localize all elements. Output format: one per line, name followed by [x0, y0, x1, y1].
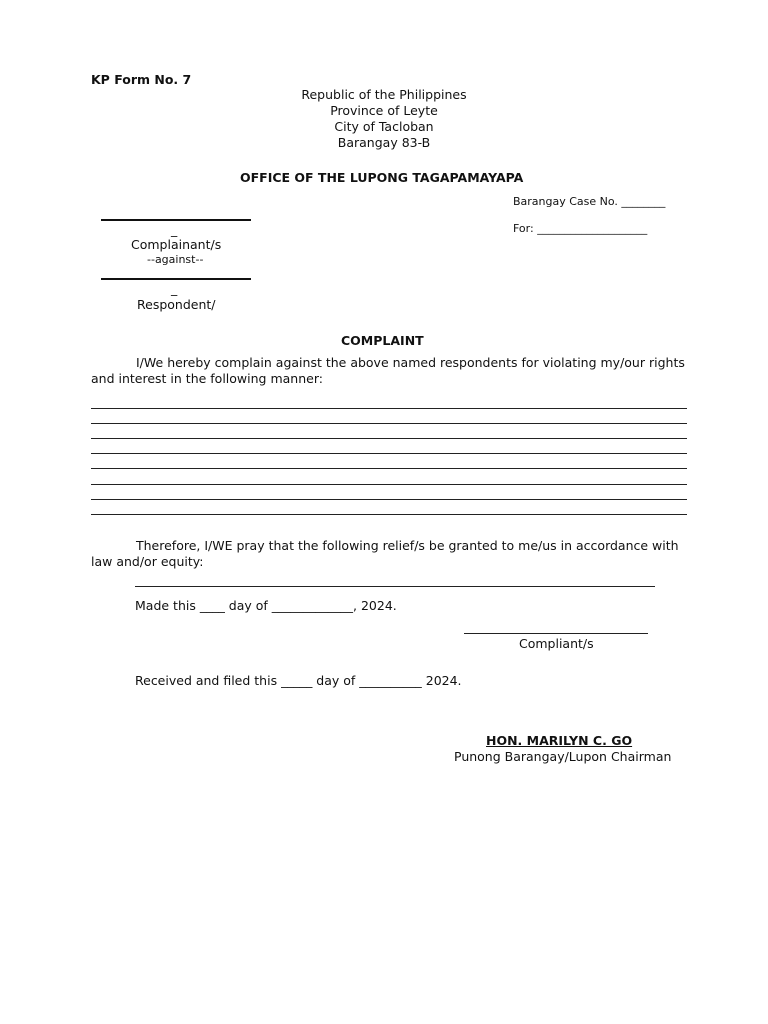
made-this-line: Made this ____ day of _____________, 2024. [135, 598, 397, 613]
republic-line: Republic of the Philippines [301, 87, 467, 102]
chairman-name: HON. MARILYN C. GO [486, 733, 633, 748]
case-number-field: Barangay Case No. ________ [513, 195, 666, 208]
complaint-paragraph [91, 355, 685, 387]
province-line: Province of Leyte [330, 103, 438, 118]
complaint-blank-line-3 [91, 438, 687, 439]
complainant-dash: _ [171, 222, 178, 237]
relief-para-line-2: law and/or equity: [91, 554, 204, 569]
complaint-blank-line-6 [91, 484, 687, 485]
complaint-title: COMPLAINT [341, 333, 424, 348]
complaint-blank-line-5 [91, 468, 687, 469]
respondent-dash: _ [171, 281, 178, 296]
letterhead [234, 87, 534, 151]
form-number: KP Form No. 7 [91, 72, 192, 87]
complainant-signature-line [101, 219, 251, 221]
relief-blank-line [135, 586, 655, 587]
barangay-line: Barangay 83-B [337, 135, 431, 150]
case-for-field: For: ____________________ [513, 222, 648, 235]
complainant-sign-line [464, 633, 648, 634]
relief-paragraph [91, 538, 679, 570]
complaint-para-line-2: and interest in the following manner: [91, 371, 323, 386]
against-label: --against-- [147, 253, 204, 266]
chairman-title: Punong Barangay/Lupon Chairman [454, 749, 672, 764]
office-title: OFFICE OF THE LUPONG TAGAPAMAYAPA [240, 170, 524, 185]
respondent-signature-line [101, 278, 251, 280]
complaint-blank-line-8 [91, 514, 687, 515]
complaint-blank-line-2 [91, 423, 687, 424]
complaint-blank-line-7 [91, 499, 687, 500]
complaint-para-line-1: I/We hereby complain against the above named respondents for violating my/our rights [136, 355, 685, 370]
complaint-blank-line-1 [91, 408, 687, 409]
complainant-label: Complainant/s [131, 237, 222, 252]
relief-para-line-1: Therefore, I/WE pray that the following relief/s be granted to me/us in accordance with [136, 538, 679, 553]
respondent-label: Respondent/ [137, 297, 216, 312]
city-line: City of Tacloban [334, 119, 434, 134]
complainant-sign-label: Compliant/s [519, 636, 594, 651]
received-filed-line: Received and filed this _____ day of __________ 2024. [135, 673, 462, 688]
complaint-blank-line-4 [91, 453, 687, 454]
